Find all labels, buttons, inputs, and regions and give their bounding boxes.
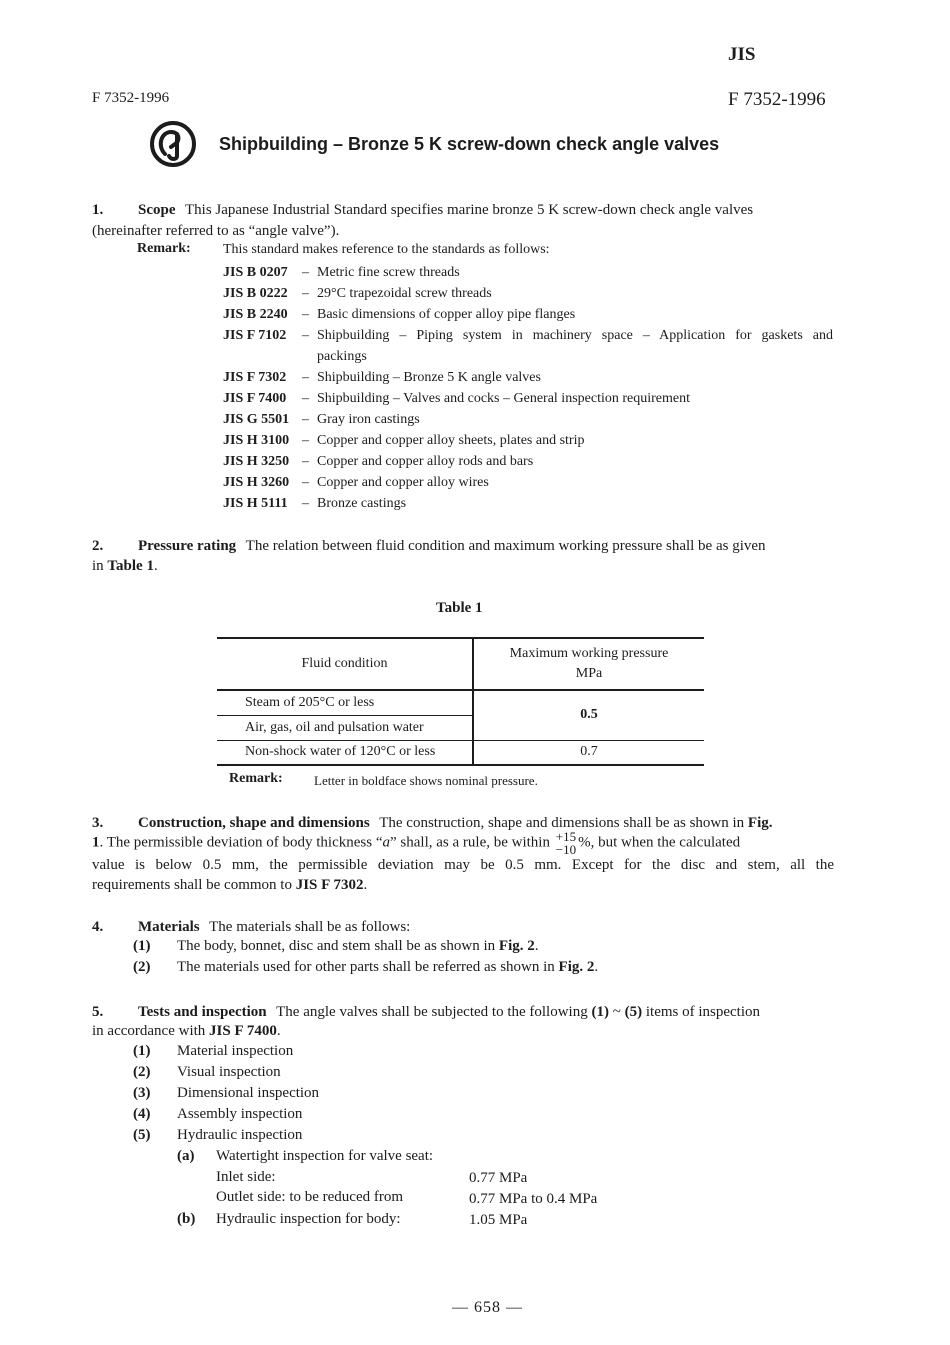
section-text: The relation between fluid condition and maximum working pressure shall be as given	[245, 538, 766, 554]
remark-label: Remark:	[137, 241, 191, 256]
section-3-line-1: 3. Construction, shape and dimensions The construction, shape and dimensions shall be as shown in Fig.	[92, 813, 834, 834]
list-item: (2) Visual inspection	[133, 1064, 281, 1080]
section-1-line-2: (hereinafter referred to as “angle valve”).	[92, 223, 340, 239]
table-row	[217, 690, 704, 715]
reference-title: Gray iron castings	[317, 412, 420, 427]
list-item: (1) Material inspection	[133, 1043, 294, 1059]
reference-title: Basic dimensions of copper alloy pipe flanges	[317, 307, 576, 322]
table-remark-text: Letter in boldface shows nominal pressure.	[314, 773, 538, 788]
list-item: (4) Assembly inspection	[133, 1106, 303, 1122]
document-title: Shipbuilding – Bronze 5 K screw-down check angle valves	[219, 134, 720, 154]
section-title: Tests and inspection	[138, 1004, 267, 1020]
sub-item: (a) Watertight inspection for valve seat:	[177, 1148, 434, 1164]
remark-text: This standard makes reference to the standards as follows:	[223, 242, 550, 257]
list-item: (1) The body, bonnet, disc and stem shall be as shown in Fig. 2.	[133, 938, 539, 954]
reference-code: JIS H 3250	[223, 454, 290, 469]
tolerance-fraction: +15 −10	[555, 829, 577, 857]
reference-code: JIS H 3260	[223, 475, 290, 490]
inlet-label: Inlet side:	[216, 1169, 276, 1185]
outlet-label: Outlet side: to be reduced from	[216, 1189, 404, 1205]
reference-item-continued: packings	[317, 349, 367, 364]
reference-title: Copper and copper alloy wires	[317, 475, 489, 490]
document-page: JIS F 7352-1996 F 7352-1996 Shipbuilding – Bronze 5 K screw-down check angle valves 1. Scope This Japanese Industrial Standard specifies marine bronze 5 K screw-down check angle valves (hereinafter referred to as “angle valve”). Remark: This standard makes reference to the standards as follows: JIS B 0207 – Metric fine screw threads JIS B 0222 – 29°C trapezoidal screw threads JIS B 2240 – Basic dimensions of copper alloy pipe flanges JIS F 7102 – Shipbuilding – Piping system in machinery space – Application for gaskets and packings JIS F 7302 – Shipbuilding – Bronze 5 K angle valves JIS F 7400 – Shipbuilding – Valves and cocks – General inspection requirement JIS G 5501 – Gray iron castings JIS H 3100 – Copper and copper alloy sheets, plates and strip JIS H 3250 – Copper and copper alloy rods and bars JIS H 3260 – Copper and copper alloy wires JIS H 5111 – Bronze castings 2. Pressure rating The relation between fluid condition and maximum working pressure shall be as given in Table 1. Table 1 Fluid condition Maximum working pressure MPa Steam of 205°C or less 0.5 Air, gas, oil and pulsation water Non-shock water of 120°C or less 0.7 Remark: Letter in boldface shows nominal pressure. 3. Construction, shape and dimensions The construction, shape and dimensions shall be as shown in Fig. 1. The permissible deviation of body thickness “a” shall, as a rule, be within +15 −10 %, but when the calculated value is below 0.5 mm, the permissible deviation may be 0.5 mm. Except for the disc and stem, all the requirements shall be common to JIS F 7302. 4. Materials The materials shall be as follows: (1) The body, bonnet, disc and stem shall be as shown in Fig. 2. (2) The materials used for other parts shall be referred as shown in Fig. 2. 5. Tests and inspection The angle valves shall be subjected to the following (1) ~ (5) items of inspection in accordance with JIS F 7400. (1) Material inspection (2) Visual inspection (3) Dimensional inspection (4) Assembly inspection (5) Hydraulic inspection (a) Watertight inspection for valve seat: Inlet side: 0.77 MPa Outlet side: to be reduced from 0.77 MPa to 0.4 MPa (b) Hydraulic inspection for body: 1.05 MPa — 658 —	[92, 44, 834, 1316]
standard-reference: JIS F 7400	[209, 1023, 277, 1039]
section-title: Construction, shape and dimensions	[138, 815, 370, 831]
outlet-value: 0.77 MPa to 0.4 MPa	[469, 1191, 598, 1207]
section-number: 5.	[92, 1004, 104, 1020]
reference-code: JIS F 7400	[223, 391, 287, 406]
section-1-line-1	[92, 200, 834, 221]
jis-mark-logo-icon	[147, 120, 199, 168]
table-caption: Table 1	[436, 600, 483, 616]
sub-item: (b) Hydraulic inspection for body:	[177, 1211, 401, 1227]
list-item: (2) The materials used for other parts shall be referred as shown in Fig. 2.	[133, 959, 599, 975]
jis-label: JIS	[728, 44, 756, 65]
reference-title: Copper and copper alloy sheets, plates and strip	[317, 433, 585, 448]
section-4-line-1	[92, 917, 410, 938]
page-number: — 658 —	[452, 1299, 523, 1316]
reference-code: JIS H 5111	[223, 496, 288, 511]
section-number: 3.	[92, 815, 104, 831]
reference-title: Shipbuilding – Piping system in machinery space – Application for gaskets and	[317, 328, 833, 343]
section-text: This Japanese Industrial Standard specifies marine bronze 5 K screw-down check angle valves	[184, 202, 754, 218]
section-5-line-1: 5. Tests and inspection The angle valves shall be subjected to the following (1) ~ (5) items of inspection	[92, 1002, 834, 1023]
reference-code: JIS B 2240	[223, 307, 288, 322]
reference-title: Shipbuilding – Valves and cocks – General inspection requirement	[317, 391, 690, 406]
header-fluid-condition: Fluid condition	[217, 638, 473, 690]
section-5-line-2: in accordance with JIS F 7400.	[92, 1023, 281, 1039]
list-item: (5) Hydraulic inspection	[133, 1127, 303, 1143]
section-title: Scope	[138, 202, 176, 218]
reference-code: JIS F 7102	[223, 328, 287, 343]
reference-title: 29°C trapezoidal screw threads	[317, 286, 492, 301]
section-2-line-1	[92, 536, 834, 557]
section-title: Pressure rating	[138, 538, 237, 554]
reference-title: Copper and copper alloy rods and bars	[317, 454, 534, 469]
table-remark-label: Remark:	[229, 771, 283, 786]
inlet-value: 0.77 MPa	[469, 1170, 528, 1186]
section-number: 4.	[92, 919, 104, 935]
section-text: The materials shall be as follows:	[209, 919, 411, 935]
reference-title: Shipbuilding – Bronze 5 K angle valves	[317, 370, 541, 385]
section-3-line-4: requirements shall be common to JIS F 7302.	[92, 877, 368, 893]
table-reference: Table 1	[107, 558, 154, 574]
list-item: (3) Dimensional inspection	[133, 1085, 320, 1101]
body-pressure-value: 1.05 MPa	[469, 1212, 528, 1228]
fluid-condition-cell: Non-shock water of 120°C or less	[217, 740, 473, 765]
pressure-cell: 0.7	[580, 744, 598, 760]
reference-title: Bronze castings	[317, 496, 407, 511]
figure-reference: 1	[92, 834, 100, 851]
pressure-rating-table	[217, 637, 704, 766]
section-number: 1.	[92, 202, 104, 218]
reference-code: JIS B 0222	[223, 286, 288, 301]
fluid-condition-cell: Air, gas, oil and pulsation water	[217, 715, 473, 740]
section-number: 2.	[92, 538, 104, 554]
reference-code: JIS G 5501	[223, 412, 290, 427]
reference-code: JIS B 0207	[223, 265, 288, 280]
section-2-line-2: in Table 1.	[92, 558, 158, 574]
fluid-condition-cell: Steam of 205°C or less	[217, 690, 473, 715]
reference-title: Metric fine screw threads	[317, 265, 460, 280]
pressure-cell: 0.5	[580, 707, 598, 723]
table-row	[217, 740, 704, 765]
standard-reference: JIS F 7302	[295, 877, 364, 893]
section-3-line-2: 1. The permissible deviation of body thickness “a” shall, as a rule, be within +15 −10 %, but when the calculated	[92, 829, 741, 857]
reference-code: JIS F 7302	[223, 370, 287, 385]
figure-reference: Fig.	[747, 815, 773, 831]
table-header-row	[217, 638, 704, 690]
section-3-line-3: value is below 0.5 mm, the permissible deviation may be 0.5 mm. Except for the disc and stem, all the	[92, 857, 834, 873]
standard-code-left: F 7352-1996	[92, 90, 170, 106]
section-title: Materials	[138, 919, 200, 935]
header-max-pressure: Maximum working pressure MPa	[509, 646, 669, 681]
standard-code-right: F 7352-1996	[728, 89, 826, 110]
reference-code: JIS H 3100	[223, 433, 290, 448]
